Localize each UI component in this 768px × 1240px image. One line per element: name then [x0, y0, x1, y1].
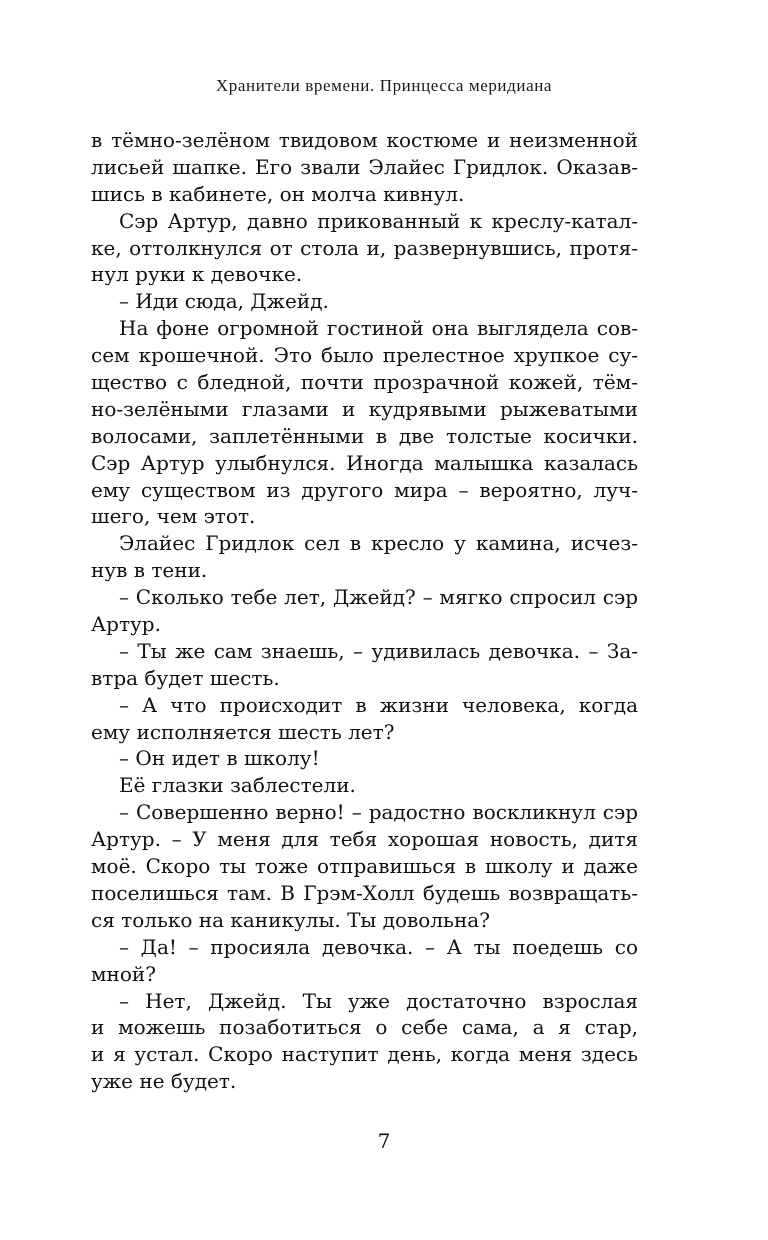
text-line: нув в тени. — [91, 558, 208, 583]
text-line: лисьей шапке. Его звали Элайес Гридлок. Оказав- — [91, 154, 638, 179]
text-line: На фоне огромной гостиной она выглядела сов- — [119, 316, 638, 341]
text-line: сем крошечной. Это было прелестное хрупкое су- — [91, 343, 638, 368]
text-line: Элайес Гридлок сел в кресло у камина, исчез- — [119, 531, 638, 556]
running-header: Хранители времени. Принцесса меридиана — [215, 76, 553, 95]
text-line: шись в кабинете, он молча кивнул. — [91, 181, 465, 206]
text-line: в тёмно-зелёном твидовом костюме и неизменной — [91, 128, 638, 152]
text-line: – Ты же сам знаешь, – удивилась девочка. – За- — [119, 638, 638, 663]
text-line: – Нет, Джейд. Ты уже достаточно взрослая — [119, 988, 638, 1013]
text-line: Артур. — [91, 612, 161, 637]
text-line: – Совершенно верно! – радостно воскликнул сэр — [119, 800, 638, 825]
text-line: мной? — [91, 961, 156, 986]
text-line: и можешь позаботиться о себе сама, а я стар, — [91, 1015, 638, 1040]
page-number: 7 — [377, 1129, 391, 1153]
text-line: нул руки к девочке. — [91, 262, 303, 287]
text-line: ке, оттолкнулся от стола и, развернувшись, протя- — [91, 235, 638, 260]
text-line: ему исполняется шесть лет? — [91, 719, 395, 744]
text-line: ему существом из другого мира – вероятно, луч- — [91, 477, 638, 502]
text-line: – Он идет в школу! — [119, 746, 320, 771]
text-line: – Сколько тебе лет, Джейд? – мягко спросил сэр — [119, 585, 638, 610]
text-line: ся только на каникулы. Ты довольна? — [91, 907, 490, 932]
text-line: – А что происходит в жизни человека, когда — [119, 692, 638, 717]
text-line: волосами, заплетёнными в две толстые косички. — [91, 423, 638, 448]
text-line: щество с бледной, почти прозрачной кожей, тём- — [91, 370, 638, 395]
text-line: шего, чем этот. — [91, 504, 256, 529]
text-line: моё. Скоро ты тоже отправишься в школу и даже — [91, 854, 638, 879]
text-line: Сэр Артур, давно прикованный к креслу-катал- — [119, 208, 638, 233]
text-line: поселишься там. В Грэм-Холл будешь возвращать- — [91, 880, 638, 905]
text-line: и я устал. Скоро наступит день, когда меня здесь — [91, 1042, 638, 1067]
text-line: уже не будет. — [91, 1069, 237, 1094]
text-line: но-зелёными глазами и кудрявыми рыжеватыми — [91, 396, 638, 421]
text-line: – Иди сюда, Джейд. — [119, 289, 329, 314]
text-line: Сэр Артур улыбнулся. Иногда малышка казалась — [91, 450, 638, 475]
text-line: Её глазки заблестели. — [119, 773, 356, 798]
text-line: втра будет шесть. — [91, 665, 280, 690]
text-line: Артур. – У меня для тебя хорошая новость, дитя — [91, 827, 638, 852]
text-line: – Да! – просияла девочка. – А ты поедешь со — [119, 934, 638, 959]
body-text — [91, 127, 638, 1095]
